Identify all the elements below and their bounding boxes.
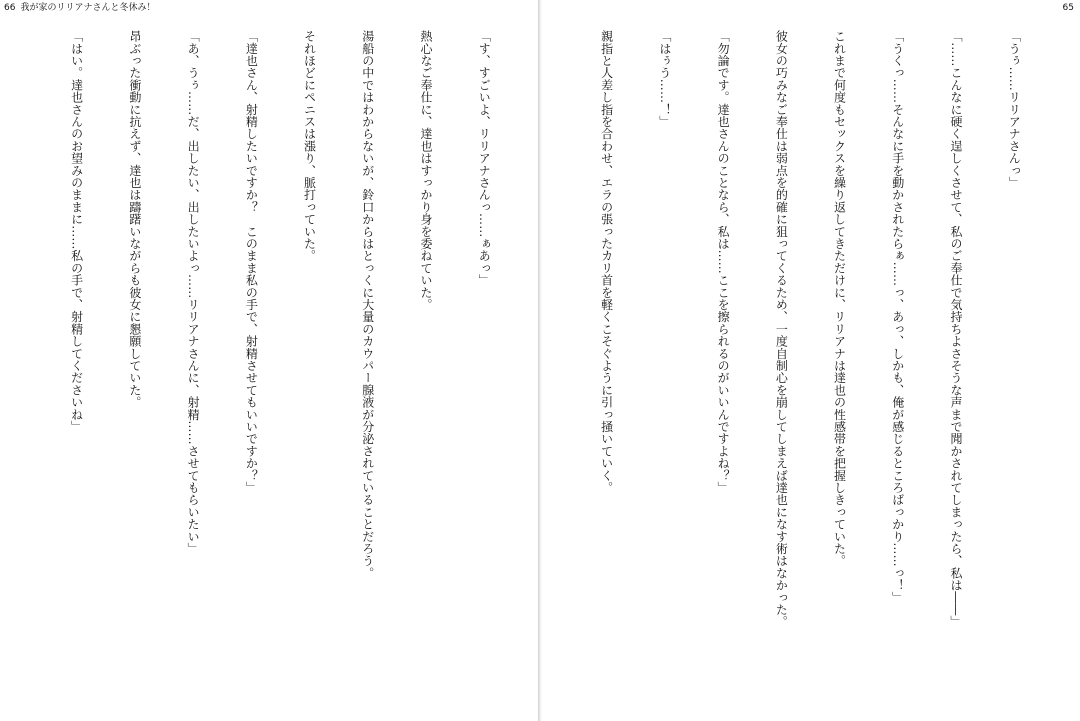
right-page-body <box>572 30 1062 714</box>
left-page-header <box>4 3 155 14</box>
text-line: それほどにペニスは漲り、脈打っていた。 <box>302 30 317 262</box>
text-line: 「あ、うぅ……だ、出したい、出したいよっ……リリアナさんに、射精……させてもらいたい」 <box>186 30 201 555</box>
text-line: 彼女の巧みなご奉仕は弱点を的確に狙ってくるため、一度自制心を崩してしまえば達也になす術はなかった。 <box>774 30 789 628</box>
text-line: 「勿論です。達也さんのことなら、私は……ここを擦られるのがいいんですよね？」 <box>716 30 731 494</box>
page-gutter <box>538 0 542 721</box>
running-title: 我が家のリリアナさんと冬休み！ <box>20 3 156 13</box>
left-page-number: 66 <box>4 3 16 13</box>
text-line: 「す、すごいよ、リリアナさんっ……ぁあっ」 <box>477 30 492 287</box>
left-page <box>0 0 538 721</box>
text-line: 「はい。達也さんのお望みのままに……私の手で、射精してくださいね」 <box>69 30 84 433</box>
text-line: これまで何度もセックスを繰り返してきただけに、リリアナは達也の性感帯を把握しきっていた。 <box>832 30 847 567</box>
right-page <box>538 0 1080 721</box>
text-line: 湯船の中ではわからないが、鈴口からはとっくに大量のカウパー腺液が分泌されていることだろう。 <box>360 30 375 579</box>
right-page-number: 65 <box>1062 3 1074 13</box>
text-line: 昂ぶった衝動に抗えず、達也は躊躇いながらも彼女に懇願していた。 <box>127 30 142 409</box>
text-line: 「……こんなに硬く逞しくさせて、私のご奉仕で気持ちよさそうな声まで聞かされてしまったら、私は――」 <box>948 30 963 628</box>
text-line: 親指と人差し指を合わせ、エラの張ったカリ首を軽くこそぐように引っ掻いていく。 <box>599 30 614 494</box>
text-line: 熱心なご奉仕に、達也はすっかり身を委ねていた。 <box>418 30 433 311</box>
text-line: 「達也さん、射精したいですか？ このまま私の手で、射精させてもいいですか？」 <box>244 30 259 494</box>
right-page-header <box>1063 3 1074 14</box>
text-line: 「うくっ……そんなに手を動かされたらぁ……っ、あっ、しかも、俺が感じるところばっかり……っ！」 <box>890 30 905 604</box>
text-line: 「うぅ……リリアナさんっ」 <box>1007 30 1022 189</box>
left-page-body <box>32 30 532 714</box>
text-line: 「はぅう……！」 <box>657 30 672 128</box>
